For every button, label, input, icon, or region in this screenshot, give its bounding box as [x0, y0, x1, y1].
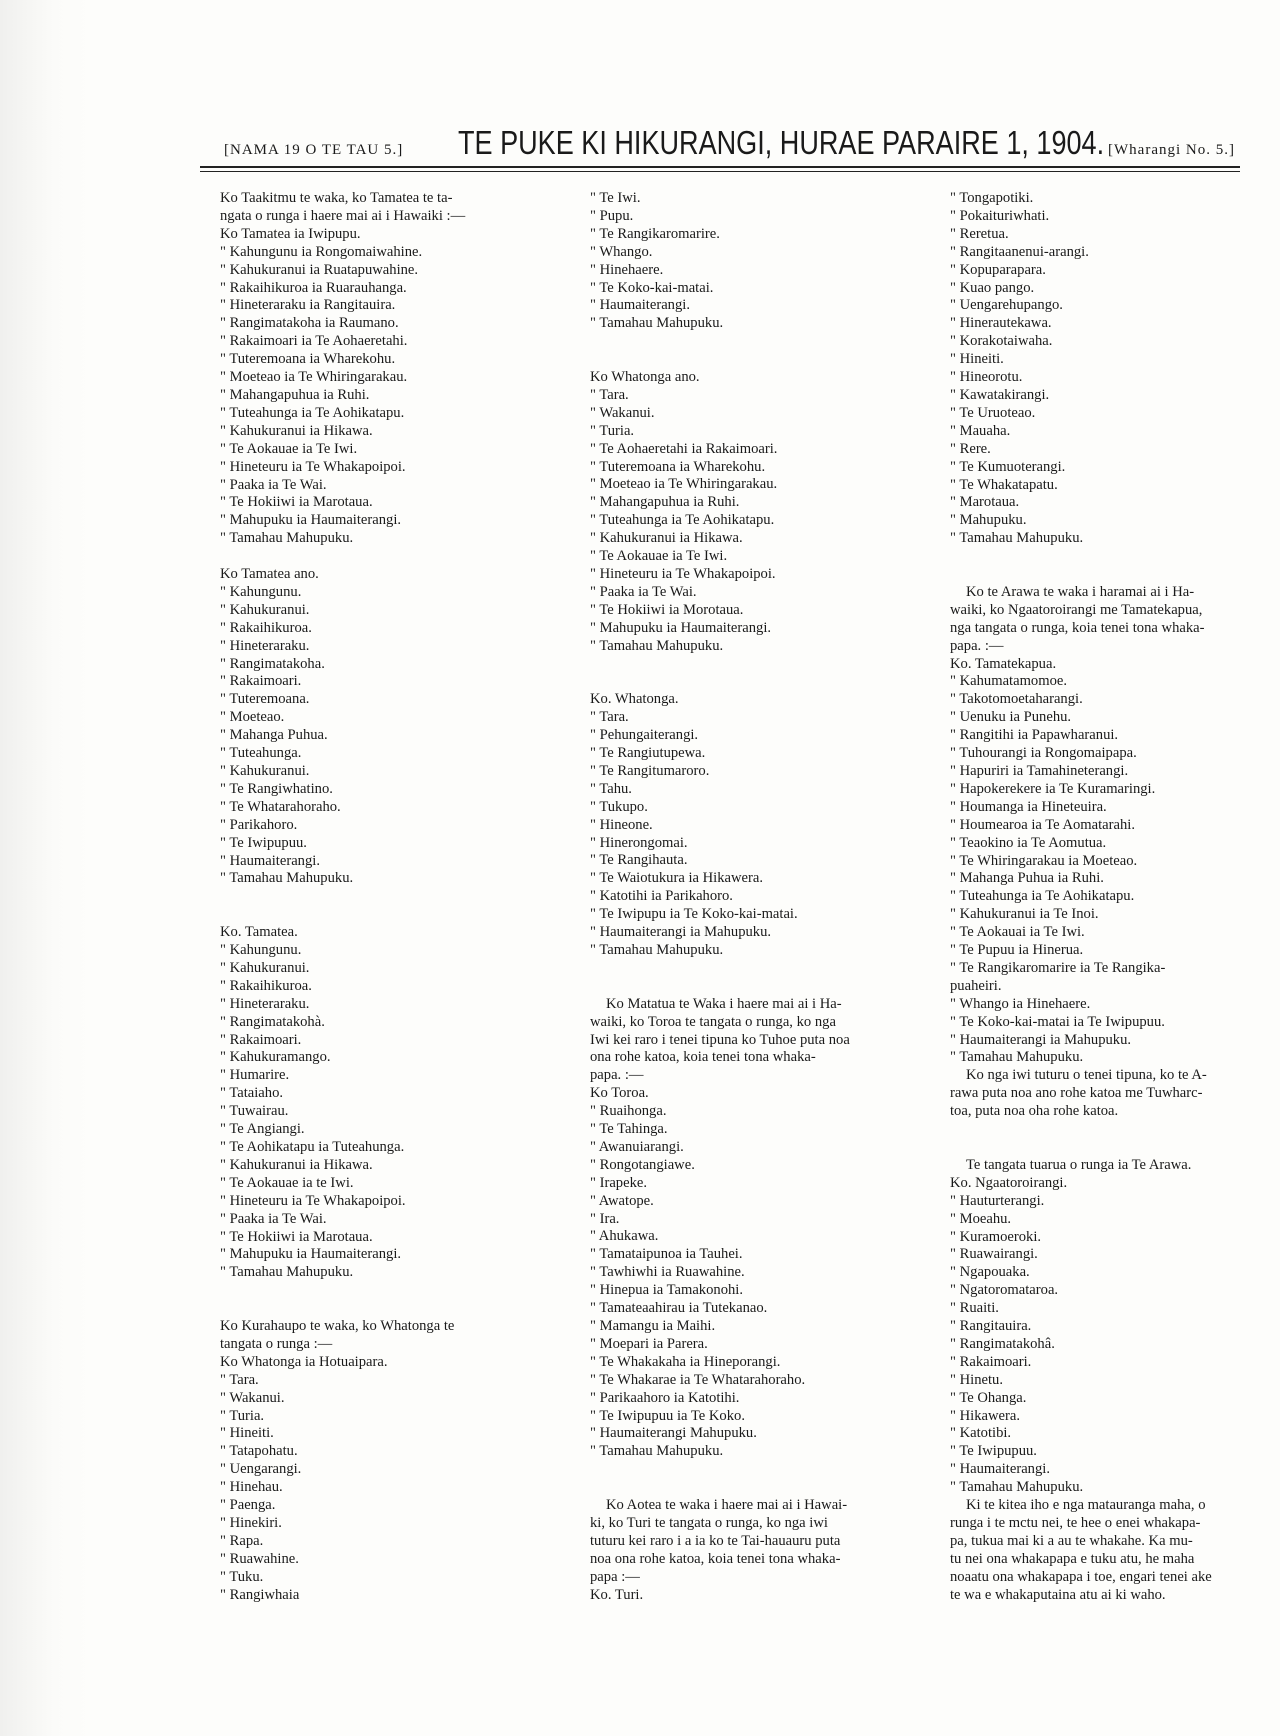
- text-line: " Mauaha.: [950, 422, 1011, 439]
- spacer: [220, 1282, 555, 1300]
- spacer: [590, 1479, 925, 1497]
- text-line: " Tamahau Mahupuku.: [590, 942, 724, 958]
- spacer: [590, 673, 925, 691]
- spacer: [950, 1121, 1270, 1139]
- text-line: " Haumaiterangi.: [590, 297, 690, 314]
- text-line: " Te Hokiiwi ia Marotaua.: [220, 494, 373, 511]
- text-line: " Tuteahunga.: [220, 745, 302, 762]
- text-line: " Kahukuramango.: [220, 1049, 331, 1066]
- spacer: [590, 1461, 925, 1479]
- text-line: " Rangimatakohâ.: [950, 1335, 1055, 1352]
- text-line: " Te Hokiiwi ia Morotaua.: [590, 601, 744, 618]
- page-header: [220, 120, 1235, 172]
- text-line: " Ngapouaka.: [950, 1264, 1030, 1281]
- text-line: " Kahukuranui ia Hikawa.: [220, 1156, 373, 1173]
- text-line: " Turia.: [220, 1407, 265, 1424]
- text-line: " Te Iwipupuu.: [950, 1443, 1037, 1460]
- text-line: " Hinerautekawa.: [950, 315, 1052, 332]
- text-line: " Te Rangiutupewa.: [590, 745, 706, 762]
- text-line: " Kuramoeroki.: [950, 1228, 1042, 1245]
- text-line: " Te Aokauae ia Te Iwi.: [590, 548, 728, 565]
- text-line: " Rangimatakoha ia Raumano.: [220, 315, 399, 332]
- text-line: " Te Whiringarakau ia Moeteao.: [950, 852, 1138, 869]
- text-line: Ko Kurahaupo te waka, ko Whatonga te: [220, 1318, 455, 1335]
- text-line: " Hineiti.: [220, 1425, 274, 1442]
- text-line: " Moepari ia Parera.: [590, 1335, 708, 1352]
- text-line: " Te Ohanga.: [950, 1389, 1027, 1406]
- text-line: " Hauturterangi.: [950, 1192, 1045, 1209]
- text-line: " Uengarangi.: [220, 1461, 302, 1478]
- text-line: " Hapuriri ia Tamahineterangi.: [950, 762, 1129, 779]
- text-line: Ki te kitea iho e nga matauranga maha, o: [966, 1497, 1206, 1514]
- text-line: " Hineiti.: [950, 351, 1004, 368]
- text-line: papa. :—: [950, 637, 1004, 654]
- text-line: " Rangiwhaia: [220, 1586, 300, 1603]
- text-line: Ko. Tamatea.: [220, 924, 298, 941]
- text-line: " Te Whatarahoraho.: [220, 798, 341, 815]
- text-line: Ko Taakitmu te waka, ko Tamatea te ta-: [220, 190, 453, 206]
- text-line: ona rohe katoa, koia tenei tona whaka-: [590, 1049, 816, 1066]
- text-line: " Rapa.: [220, 1532, 264, 1549]
- text-line: " Te Aohikatapu ia Tuteahunga.: [220, 1138, 405, 1155]
- text-line: Ko Whatonga ia Hotuaipara.: [220, 1353, 388, 1370]
- text-line: " Te Aohaeretahi ia Rakaimoari.: [590, 440, 778, 457]
- text-line: " Rakaimoari.: [220, 1031, 302, 1048]
- text-line: " Ruaihonga.: [590, 1103, 667, 1120]
- text-line: " Tara.: [590, 709, 629, 726]
- text-line: " Te Waiotukura ia Hikawera.: [590, 870, 764, 887]
- text-line: " Mahupuku ia Haumaiterangi.: [220, 512, 402, 529]
- text-line: " Kahungunu ia Rongomaiwahine.: [220, 243, 423, 260]
- text-line: Te tangata tuarua o runga ia Te Arawa.: [966, 1156, 1192, 1173]
- text-line: Iwi kei raro i tenei tipuna ko Tuhoe puta noa: [590, 1031, 850, 1048]
- page-scan-edge: [0, 0, 90, 1736]
- text-line: " Tamahau Mahupuku.: [950, 1049, 1084, 1066]
- text-line: " Rangitaanenui-arangi.: [950, 243, 1089, 260]
- text-line: te wa e whakaputaina atu ai ki waho.: [950, 1586, 1166, 1603]
- text-line: " Kahungunu.: [220, 942, 302, 959]
- text-line: " Rere.: [950, 440, 991, 457]
- text-line: " Te Rangikaromarire ia Te Rangika-: [950, 959, 1166, 976]
- text-line: Ko Tamatea ia Iwipupu.: [220, 225, 361, 242]
- text-line: " Paenga.: [220, 1497, 276, 1514]
- text-line: " Haumaiterangi ia Mahupuku.: [590, 924, 772, 941]
- text-line: " Tara.: [590, 386, 629, 403]
- text-line: " Tahu.: [590, 780, 632, 797]
- text-line: " Tawhiwhi ia Ruawahine.: [590, 1264, 745, 1281]
- spacer: [590, 960, 925, 978]
- issue-label: [NAMA 19 O TE TAU 5.]: [224, 142, 404, 158]
- spacer: [220, 1300, 555, 1318]
- text-column-left: [220, 190, 555, 1605]
- spacer: [950, 1139, 1270, 1157]
- text-line: " Rakaihikuroa.: [220, 619, 312, 636]
- text-line: " Tuteremoana.: [220, 691, 310, 708]
- spacer: [590, 656, 925, 674]
- text-line: " Tamateaahirau ia Tutekanao.: [590, 1300, 768, 1317]
- text-line: waiki, ko Toroa te tangata o runga, ko nga: [590, 1013, 836, 1030]
- text-line: " Te Aokauae ia te Iwi.: [220, 1174, 354, 1191]
- text-line: " Te Koko-kai-matai.: [590, 279, 714, 296]
- text-line: " Whango.: [590, 243, 653, 260]
- text-line: tangata o runga :—: [220, 1335, 333, 1352]
- text-line: " Kawatakirangi.: [950, 386, 1050, 403]
- text-line: " Te Kumuoterangi.: [950, 458, 1066, 475]
- text-line: " Te Rangiwhatino.: [220, 780, 333, 797]
- text-line: " Tamahau Mahupuku.: [950, 530, 1084, 547]
- text-line: " Hineteuru ia Te Whakapoipoi.: [220, 458, 406, 475]
- text-line: " Tuteremoana ia Wharekohu.: [590, 458, 766, 475]
- spacer: [950, 566, 1270, 584]
- page-number-label: [Wharangi No. 5.]: [1108, 142, 1235, 158]
- text-line: " Haumaiterangi Mahupuku.: [590, 1425, 757, 1442]
- text-line: " Mahupuku ia Haumaiterangi.: [590, 619, 772, 636]
- text-line: " Kahukuranui ia Te Inoi.: [950, 906, 1099, 923]
- text-line: runga i te mctu nei, te hee o enei whakapa-: [950, 1515, 1201, 1531]
- text-line: Ko Tamatea ano.: [220, 566, 319, 583]
- text-line: " Tuteahunga ia Te Aohikatapu.: [590, 512, 775, 529]
- spacer: [590, 978, 925, 996]
- text-line: " Rakaihikuroa.: [220, 977, 312, 994]
- text-line: noaatu ona whakapapa i toe, engari tenei ake: [950, 1568, 1212, 1585]
- text-line: " Moeteao ia Te Whiringarakau.: [220, 369, 408, 386]
- text-line: " Hineorotu.: [950, 369, 1023, 386]
- text-line: " Te Rangitumaroro.: [590, 762, 710, 779]
- text-line: " Kuao pango.: [950, 279, 1035, 296]
- text-line: " Mamangu ia Maihi.: [590, 1318, 716, 1334]
- text-line: " Tuwairau.: [220, 1103, 289, 1120]
- text-line: " Haumaiterangi ia Mahupuku.: [950, 1031, 1132, 1048]
- text-line: Ko Aotea te waka i haere mai ai i Hawai-: [606, 1497, 848, 1514]
- text-line: " Kahukuranui ia Ruatapuwahine.: [220, 261, 419, 278]
- text-line: " Rakaimoari.: [220, 673, 302, 690]
- text-line: " Hinepua ia Tamakonohi.: [590, 1282, 743, 1299]
- text-line: " Moeteao ia Te Whiringarakau.: [590, 476, 778, 493]
- text-line: " Paaka ia Te Wai.: [220, 476, 327, 493]
- text-line: pa, tukua mai ki a au te whakahe. Ka mu-: [950, 1532, 1193, 1549]
- text-line: " Te Koko-kai-matai ia Te Iwipupuu.: [950, 1013, 1165, 1030]
- text-line: " Tuku.: [220, 1568, 264, 1585]
- text-line: " Rongotangiawe.: [590, 1156, 695, 1173]
- text-line: " Te Iwipupu ia Te Koko-kai-matai.: [590, 906, 798, 923]
- newspaper-title: TE PUKE KI HIKURANGI, HURAE PARAIRE 1, 1904.: [458, 124, 1105, 161]
- text-line: " Kahukuranui ia Hikawa.: [590, 530, 743, 547]
- text-line: " Paaka ia Te Wai.: [590, 583, 697, 600]
- text-line: " Mahangapuhua ia Ruhi.: [590, 494, 740, 511]
- spacer: [950, 548, 1270, 566]
- text-line: " Wakanui.: [220, 1389, 285, 1406]
- text-line: " Te Whakatapatu.: [950, 476, 1058, 493]
- text-line: " Tamahau Mahupuku.: [220, 870, 354, 887]
- text-line: " Hineteraraku ia Rangitauira.: [220, 297, 396, 314]
- text-line: tu nei ona whakapapa e tuku atu, he maha: [950, 1550, 1195, 1567]
- text-line: " Haumaiterangi.: [950, 1461, 1050, 1478]
- text-line: waiki, ko Ngaatoroirangi me Tamatekapua,: [950, 601, 1203, 618]
- text-line: " Te Iwi.: [590, 190, 641, 206]
- text-line: " Hinehau.: [220, 1479, 283, 1496]
- spacer: [220, 548, 555, 566]
- text-line: " Uenuku ia Punehu.: [950, 709, 1072, 726]
- header-rule-thin: [200, 171, 1240, 172]
- text-line: " Hapokerekere ia Te Kuramaringi.: [950, 780, 1156, 797]
- text-line: " Ngatoromataroa.: [950, 1282, 1059, 1299]
- text-line: " Parikaahoro ia Katotihi.: [590, 1389, 740, 1406]
- text-line: " Te Aokauai ia Te Iwi.: [950, 924, 1085, 941]
- text-line: papa. :—: [590, 1067, 644, 1084]
- text-line: " Pehungaiterangi.: [590, 727, 699, 744]
- text-line: " Tamataipunoa ia Tauhei.: [590, 1246, 743, 1263]
- text-line: ngata o runga i haere mai ai i Hawaiki :—: [220, 207, 466, 224]
- text-line: " Turia.: [590, 422, 635, 439]
- text-line: Ko nga iwi tuturu o tenei tipuna, ko te A-: [966, 1067, 1207, 1084]
- text-line: " Uengarehupango.: [950, 297, 1063, 314]
- text-line: " Kahukuranui.: [220, 762, 310, 779]
- text-line: " Hinerongomai.: [590, 834, 688, 851]
- text-line: " Moeahu.: [950, 1210, 1012, 1227]
- text-line: " Kahukuranui ia Hikawa.: [220, 422, 373, 439]
- text-line: " Mahanga Puhua.: [220, 727, 328, 744]
- text-line: " Ira.: [590, 1210, 620, 1227]
- text-line: Ko te Arawa te waka i haramai ai i Ha-: [966, 583, 1195, 600]
- text-line: " Pokaituriwhati.: [950, 207, 1050, 224]
- text-line: Ko Matatua te Waka i haere mai ai i Ha-: [606, 995, 842, 1012]
- text-line: " Paaka ia Te Wai.: [220, 1210, 327, 1227]
- text-line: " Te Iwipupuu ia Te Koko.: [590, 1407, 745, 1424]
- text-line: " Tamahau Mahupuku.: [220, 1264, 354, 1281]
- text-line: " Rakaihikuroa ia Ruarauhanga.: [220, 279, 407, 296]
- text-line: " Rangimatakohà.: [220, 1013, 325, 1030]
- text-line: " Mahanga Puhua ia Ruhi.: [950, 870, 1104, 887]
- text-line: " Houmearoa ia Te Aomatarahi.: [950, 816, 1135, 833]
- text-line: " Te Rangihauta.: [590, 852, 688, 869]
- text-line: " Hineteraraku.: [220, 995, 310, 1012]
- text-line: " Ruawairangi.: [950, 1246, 1038, 1263]
- text-line: " Hineteraraku.: [220, 637, 310, 654]
- text-line: " Te Tahinga.: [590, 1121, 668, 1138]
- text-line: tuturu kei raro i a ia ko te Tai-hauauru puta: [590, 1532, 841, 1549]
- spacer: [220, 888, 555, 906]
- text-line: " Humarire.: [220, 1067, 290, 1084]
- text-line: rawa puta noa ano rohe katoa me Tuwharc-: [950, 1085, 1203, 1102]
- text-line: " Rangitauira.: [950, 1318, 1032, 1335]
- text-line: " Awanuiarangi.: [590, 1138, 684, 1155]
- text-line: " Teaokino ia Te Aomutua.: [950, 834, 1107, 851]
- text-line: " Tamahau Mahupuku.: [590, 637, 724, 654]
- spacer: [590, 351, 925, 369]
- text-line: " Tuteahunga ia Te Aohikatapu.: [950, 888, 1135, 905]
- text-line: " Tamahau Mahupuku.: [950, 1479, 1084, 1496]
- text-line: " Ruaiti.: [950, 1300, 999, 1317]
- text-line: " Hineone.: [590, 816, 653, 833]
- text-line: " Tatapohatu.: [220, 1443, 298, 1460]
- text-line: " Houmanga ia Hineteuira.: [950, 798, 1107, 815]
- text-line: " Tongapotiki.: [950, 190, 1034, 206]
- text-line: " Kahumatamomoe.: [950, 673, 1067, 690]
- text-line: " Katotihi ia Parikahoro.: [590, 888, 733, 905]
- text-line: " Te Iwipupuu.: [220, 834, 307, 851]
- text-line: " Tuteremoana ia Wharekohu.: [220, 351, 396, 368]
- text-line: " Te Rangikaromarire.: [590, 225, 720, 242]
- text-line: " Kopuparapara.: [950, 261, 1046, 278]
- text-line: " Tukupo.: [590, 798, 648, 815]
- text-line: " Awatope.: [590, 1192, 654, 1209]
- text-line: Ko Whatonga ano.: [590, 369, 700, 386]
- text-line: " Te Pupuu ia Hinerua.: [950, 942, 1084, 959]
- text-line: Ko. Tamatekapua.: [950, 655, 1057, 672]
- text-line: Ko. Turi.: [590, 1586, 644, 1603]
- text-line: " Takotomoetaharangi.: [950, 691, 1083, 708]
- text-line: " Mahangapuhua ia Ruhi.: [220, 386, 370, 403]
- text-line: " Tamahau Mahupuku.: [590, 315, 724, 332]
- text-line: nga tangata o runga, koia tenei tona whaka-: [950, 619, 1205, 636]
- text-line: " Hinekiri.: [220, 1514, 282, 1531]
- text-line: " Ahukawa.: [590, 1228, 659, 1245]
- text-line: " Te Whakarae ia Te Whatarahoraho.: [590, 1371, 806, 1388]
- text-line: " Hinetu.: [950, 1371, 1003, 1388]
- text-line: " Haumaiterangi.: [220, 852, 320, 869]
- text-line: " Moeteao.: [220, 709, 285, 726]
- text-line: " Tara.: [220, 1371, 259, 1388]
- text-line: " Tuteahunga ia Te Aohikatapu.: [220, 404, 405, 421]
- text-line: ki, ko Turi te tangata o runga, ko nga iwi: [590, 1514, 828, 1531]
- text-line: " Whango ia Hinehaere.: [950, 995, 1091, 1012]
- text-line: " Hikawera.: [950, 1407, 1020, 1424]
- text-line: " Tamahau Mahupuku.: [220, 530, 354, 547]
- text-line: puaheiri.: [950, 977, 1002, 994]
- text-line: papa :—: [590, 1568, 640, 1585]
- text-line: Ko. Whatonga.: [590, 691, 679, 708]
- text-line: noa ona rohe katoa, koia tenei tona whaka-: [590, 1550, 841, 1567]
- text-line: " Rakaimoari ia Te Aohaeretahi.: [220, 333, 408, 350]
- text-line: " Te Hokiiwi ia Marotaua.: [220, 1228, 373, 1245]
- text-line: " Mahupuku.: [950, 512, 1027, 529]
- text-line: " Kahukuranui.: [220, 959, 310, 976]
- text-line: " Mahupuku ia Haumaiterangi.: [220, 1246, 402, 1263]
- text-line: " Kahukuranui.: [220, 601, 310, 618]
- text-column-right: [950, 190, 1270, 1605]
- text-line: " Tataiaho.: [220, 1085, 284, 1102]
- text-line: toa, puta noa oha rohe katoa.: [950, 1103, 1119, 1120]
- spacer: [220, 906, 555, 924]
- header-rule: [200, 166, 1240, 168]
- text-column-middle: [590, 190, 925, 1604]
- text-line: " Rakaimoari.: [950, 1353, 1032, 1370]
- text-line: " Te Uruoteao.: [950, 404, 1036, 421]
- text-line: " Pupu.: [590, 207, 634, 224]
- text-line: " Hineteuru ia Te Whakapoipoi.: [590, 566, 776, 582]
- spacer: [590, 333, 925, 351]
- text-line: " Hinehaere.: [590, 261, 664, 278]
- text-line: Ko. Ngaatoroirangi.: [950, 1174, 1068, 1191]
- text-line: " Rangimatakoha.: [220, 655, 325, 672]
- text-line: " Te Angiangi.: [220, 1121, 305, 1138]
- text-line: " Te Aokauae ia Te Iwi.: [220, 440, 358, 457]
- text-line: Ko Toroa.: [590, 1085, 649, 1102]
- text-line: " Tamahau Mahupuku.: [590, 1443, 724, 1460]
- text-line: " Rangitihi ia Papawharanui.: [950, 727, 1119, 744]
- text-line: " Katotibi.: [950, 1425, 1012, 1442]
- text-line: " Korakotaiwaha.: [950, 333, 1053, 350]
- text-line: " Kahungunu.: [220, 583, 302, 600]
- text-line: " Ruawahine.: [220, 1550, 299, 1567]
- text-line: " Marotaua.: [950, 494, 1020, 511]
- text-line: " Wakanui.: [590, 404, 655, 421]
- text-line: " Irapeke.: [590, 1174, 647, 1191]
- text-line: " Reretua.: [950, 225, 1009, 242]
- text-line: " Hineteuru ia Te Whakapoipoi.: [220, 1192, 406, 1209]
- text-line: " Te Whakakaha ia Hineporangi.: [590, 1353, 781, 1370]
- text-line: " Parikahoro.: [220, 816, 298, 833]
- text-line: " Tuhourangi ia Rongomaipapa.: [950, 745, 1137, 762]
